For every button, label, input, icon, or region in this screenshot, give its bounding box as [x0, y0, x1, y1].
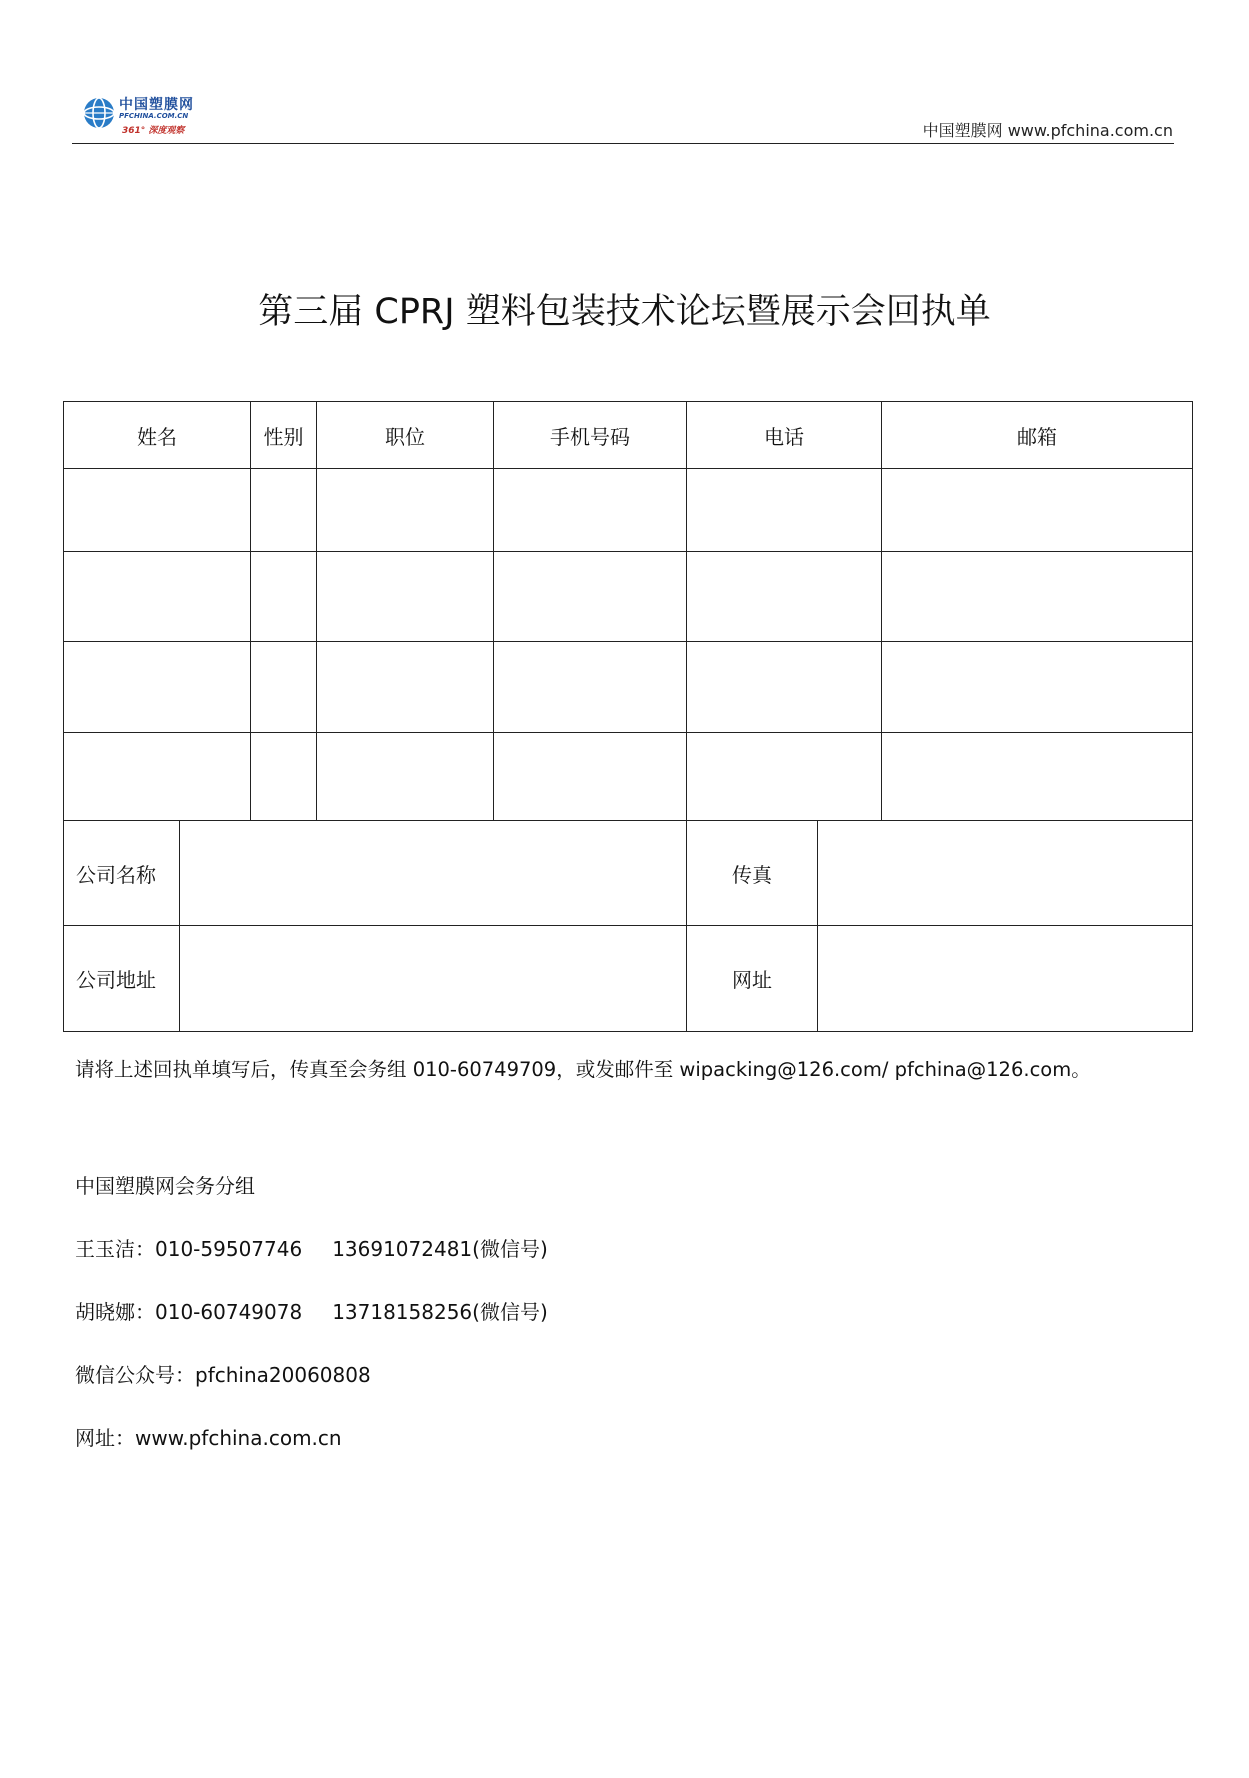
header-site-text: 中国塑膜网 www.pfchina.com.cn [922, 121, 1173, 140]
page-title: 第三届 CPRJ 塑料包装技术论坛暨展示会回执单 [258, 292, 991, 332]
col-header-position: 职位 [317, 402, 494, 469]
website-field[interactable] [818, 926, 1193, 1032]
cell-phone[interactable] [687, 469, 882, 552]
contact-person-1-wechat: 13691072481(微信号) [332, 1237, 548, 1261]
site-logo [82, 92, 222, 136]
table-row [64, 733, 1193, 821]
contact-person-1 [75, 1233, 548, 1262]
col-header-email: 邮箱 [882, 402, 1193, 469]
cell-name[interactable] [64, 642, 251, 733]
col-header-mobile: 手机号码 [494, 402, 687, 469]
logo-domain: PFCHINA.COM.CN [119, 112, 189, 120]
cell-mobile[interactable] [494, 469, 687, 552]
cell-phone[interactable] [687, 642, 882, 733]
col-header-gender: 性别 [251, 402, 317, 469]
contact-person-2-phone: 胡晓娜：010-60749078 [75, 1300, 303, 1324]
company-name-label: 公司名称 [64, 821, 180, 926]
contact-website: 网址：www.pfchina.com.cn [75, 1426, 342, 1450]
cell-email[interactable] [882, 733, 1193, 821]
col-header-name: 姓名 [64, 402, 251, 469]
cell-email[interactable] [882, 642, 1193, 733]
contact-group-title: 中国塑膜网会务分组 [75, 1174, 255, 1198]
cell-mobile[interactable] [494, 552, 687, 642]
cell-position[interactable] [317, 642, 494, 733]
cell-name[interactable] [64, 469, 251, 552]
cell-gender[interactable] [251, 469, 317, 552]
cell-email[interactable] [882, 552, 1193, 642]
contact-person-2-wechat: 13718158256(微信号) [332, 1300, 548, 1324]
contact-person-2 [75, 1296, 548, 1325]
globe-icon [82, 96, 116, 130]
cell-name[interactable] [64, 733, 251, 821]
company-address-row [64, 926, 1193, 1032]
cell-email[interactable] [882, 469, 1193, 552]
logo-name: 中国塑膜网 [119, 97, 194, 113]
cell-gender[interactable] [251, 642, 317, 733]
cell-mobile[interactable] [494, 642, 687, 733]
company-address-field[interactable] [180, 926, 687, 1032]
cell-position[interactable] [317, 733, 494, 821]
contact-person-1-phone: 王玉洁：010-59507746 [75, 1237, 303, 1261]
table-row [64, 642, 1193, 733]
table-row [64, 469, 1193, 552]
cell-phone[interactable] [687, 552, 882, 642]
cell-gender[interactable] [251, 552, 317, 642]
company-name-row [64, 821, 1193, 926]
registration-form-table [63, 401, 1193, 1032]
logo-slogan: 361° 深度观察 [122, 126, 185, 136]
fax-label: 传真 [687, 821, 818, 926]
cell-phone[interactable] [687, 733, 882, 821]
cell-name[interactable] [64, 552, 251, 642]
table-row [64, 552, 1193, 642]
company-address-label: 公司地址 [64, 926, 180, 1032]
submission-note: 请将上述回执单填写后，传真至会务组 010-60749709，或发邮件至 wipacking@126.com/ pfchina@126.com。 [75, 1058, 1091, 1081]
cell-mobile[interactable] [494, 733, 687, 821]
website-label: 网址 [687, 926, 818, 1032]
cell-position[interactable] [317, 552, 494, 642]
cell-position[interactable] [317, 469, 494, 552]
wechat-public-account: 微信公众号：pfchina20060808 [75, 1363, 371, 1387]
fax-field[interactable] [818, 821, 1193, 926]
cell-gender[interactable] [251, 733, 317, 821]
table-header-row [64, 402, 1193, 469]
header-divider [72, 143, 1174, 144]
col-header-phone: 电话 [687, 402, 882, 469]
company-name-field[interactable] [180, 821, 687, 926]
